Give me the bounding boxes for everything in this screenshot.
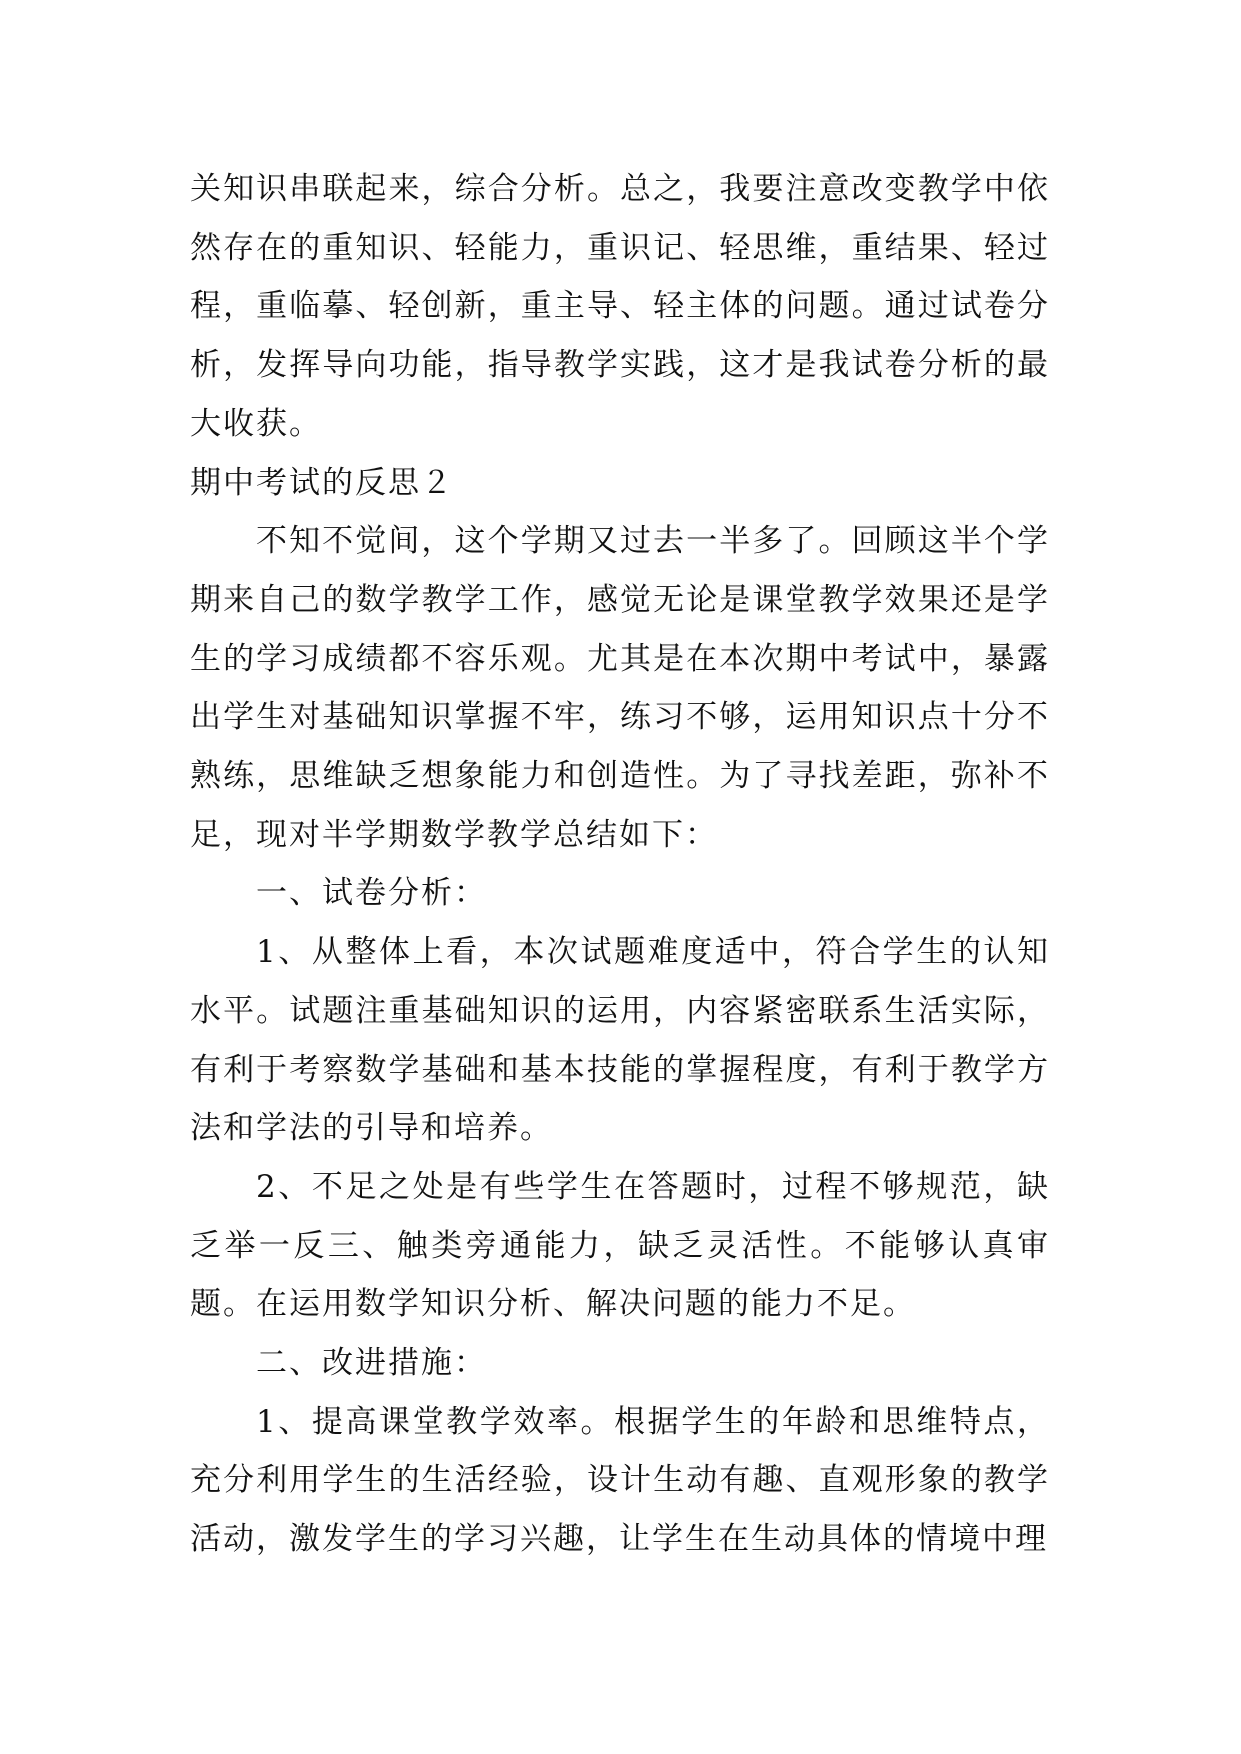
part1-heading: 一、试卷分析： (256, 875, 487, 912)
continuation-paragraph: 关知识串联起来，综合分析。总之，我要注意改变教学中依然存在的重知识、轻能力，重识记、轻思维，重结果、轻过程，重临摹、轻创新，重主导、轻主体的问题。通过试卷分析，发挥导向功能，指导教学实践，这才是我试卷分析的最大收获。 (190, 171, 1050, 442)
part2-heading: 二、改进措施： (256, 1345, 487, 1382)
part2-item1-paragraph: 1、提高课堂教学效率。根据学生的年龄和思维特点，充分利用学生的生活经验，设计生动有趣、直观形象的教学活动，激发学生的学习兴趣，让学生在生动具体的情境中理 (190, 1403, 1050, 1558)
document-body (190, 160, 1050, 1569)
section-title: 期中考试的反思２ (190, 464, 454, 501)
part1-item1-paragraph: 1、从整体上看，本次试题难度适中，符合学生的认知水平。试题注重基础知识的运用，内容紧密联系生活实际，有利于考察数学基础和基本技能的掌握程度，有利于教学方法和学法的引导和培养。 (190, 934, 1050, 1147)
part1-item2-paragraph: 2、不足之处是有些学生在答题时，过程不够规范，缺乏举一反三、触类旁通能力，缺乏灵活性。不能够认真审题。在运用数学知识分析、解决问题的能力不足。 (190, 1168, 1050, 1323)
intro-paragraph: 不知不觉间，这个学期又过去一半多了。回顾这半个学期来自己的数学教学工作，感觉无论是课堂教学效果还是学生的学习成绩都不容乐观。尤其是在本次期中考试中，暴露出学生对基础知识掌握不牢，练习不够，运用知识点十分不熟练，思维缺乏想象能力和创造性。为了寻找差距，弥补不足，现对半学期数学教学总结如下： (190, 523, 1050, 853)
